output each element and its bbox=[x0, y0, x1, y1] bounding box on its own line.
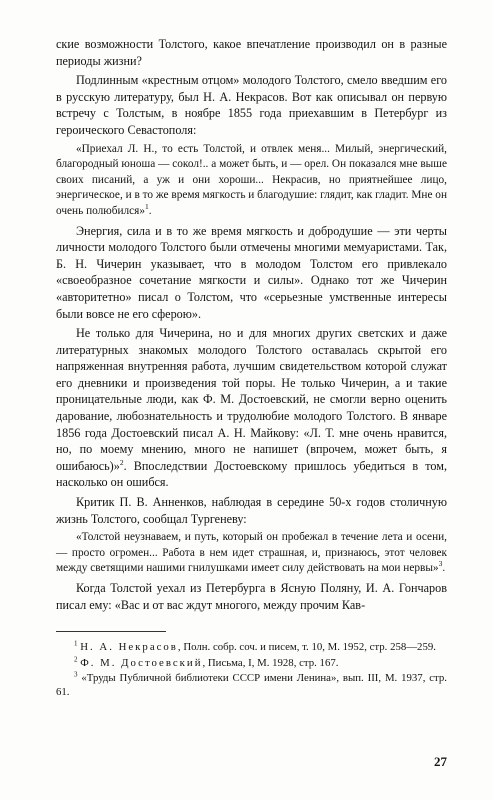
page-number: 27 bbox=[434, 754, 447, 769]
footnote: $^3$ «Труды Публичной библиотеки СССР имени Ленина», вып. III, М. 1937, стр. 61. bbox=[56, 670, 447, 699]
quotation: «Приехал Л. Н., то есть Толстой, и отвлек меня... Милый, энергический, благородный юноша — сокол!.. а может быть, и — орел. Он показался мне выше своих писаний, а уж и они хороши... Некрасив, но приятнейшее лицо, энергическое, и в то же время мягкость и благодушие: глядит, как гладит. Мне он очень полюбился»$^1$. bbox=[56, 142, 447, 217]
footnote-divider bbox=[56, 631, 166, 632]
footnote-ref: 1 bbox=[145, 202, 149, 212]
quotation: «Толстой неузнаваем, и путь, который он пробежал в течение лета и осени,— просто огромен... Работа в нем идет страшная, и, признаюсь, этот человек между светящими нашими гнилушками имеет силу действовать на мои нервы»$^3$. bbox=[56, 531, 447, 575]
footnote: $^1$ Н. А. Некрасов, Полн. собр. соч. и писем, т. 10, М. 1952, стр. 258—259. bbox=[74, 639, 436, 654]
paragraph: Критик П. В. Анненков, наблюдая в середине 50-х годов столичную жизнь Толстого, сообщал Тургеневу: bbox=[56, 495, 447, 526]
footnote-ref: 2 bbox=[119, 457, 124, 467]
footnotes bbox=[56, 640, 447, 700]
footnote: $^2$ Ф. М. Достоевский, Письма, I, М. 1928, стр. 167. bbox=[74, 655, 339, 669]
paragraph: Подлинным «крестным отцом» молодого Толстого, смело введшим его в русскую литературу, был Н. А. Некрасов. Вот как описывал он первую встречу с Толстым, в ноябре 1855 года приехавшим в Петербург из героического Севастополя: bbox=[56, 73, 447, 137]
paragraph: Не только для Чичерина, но и для многих других светских и даже литературных знакомых молодого Толстого оставалась скрытой его напряженная внутренняя работа, лучшим свидетельством которой служат его дневники и произведения той поры. Не только Чичерин, а и такие проницательные люди, как Ф. М. Достоевский, не смогли верно оценить дарование, любознательность и трудолюбие молодого Толстого. В январе 1856 года Достоевский писал А. Н. Майкову: «Л. Т. мне очень нравится, но, по моему мнению, много не напишет (впрочем, может быть, я ошибаюсь)»$^2$. Впоследствии Достоевскому пришлось убедиться в том, насколько он ошибся. bbox=[56, 326, 447, 490]
paragraph: ские возможности Толстого, какое впечатление производил он в разные периоды жизни? bbox=[56, 37, 447, 68]
main-text bbox=[56, 36, 447, 613]
paragraph: Энергия, сила и в то же время мягкость и добродушие — эти черты личности молодого Толстого были отмечены многими мемуаристами. Так, Б. Н. Чичерин указывает, что в молодом Толстом его привлекало «своеобразное сочетание мягкости и силы». Однако тот же Чичерин «авторитетно» писал о Толстом, что «серьезные умственные интересы были вовсе не его сферою». bbox=[56, 223, 447, 321]
footnote-ref: 3 bbox=[438, 559, 443, 569]
paragraph: Когда Толстой уехал из Петербурга в Ясную Поляну, И. А. Гончаров писал ему: «Вас и от вас ждут многого, между прочим Кав- bbox=[56, 581, 447, 612]
